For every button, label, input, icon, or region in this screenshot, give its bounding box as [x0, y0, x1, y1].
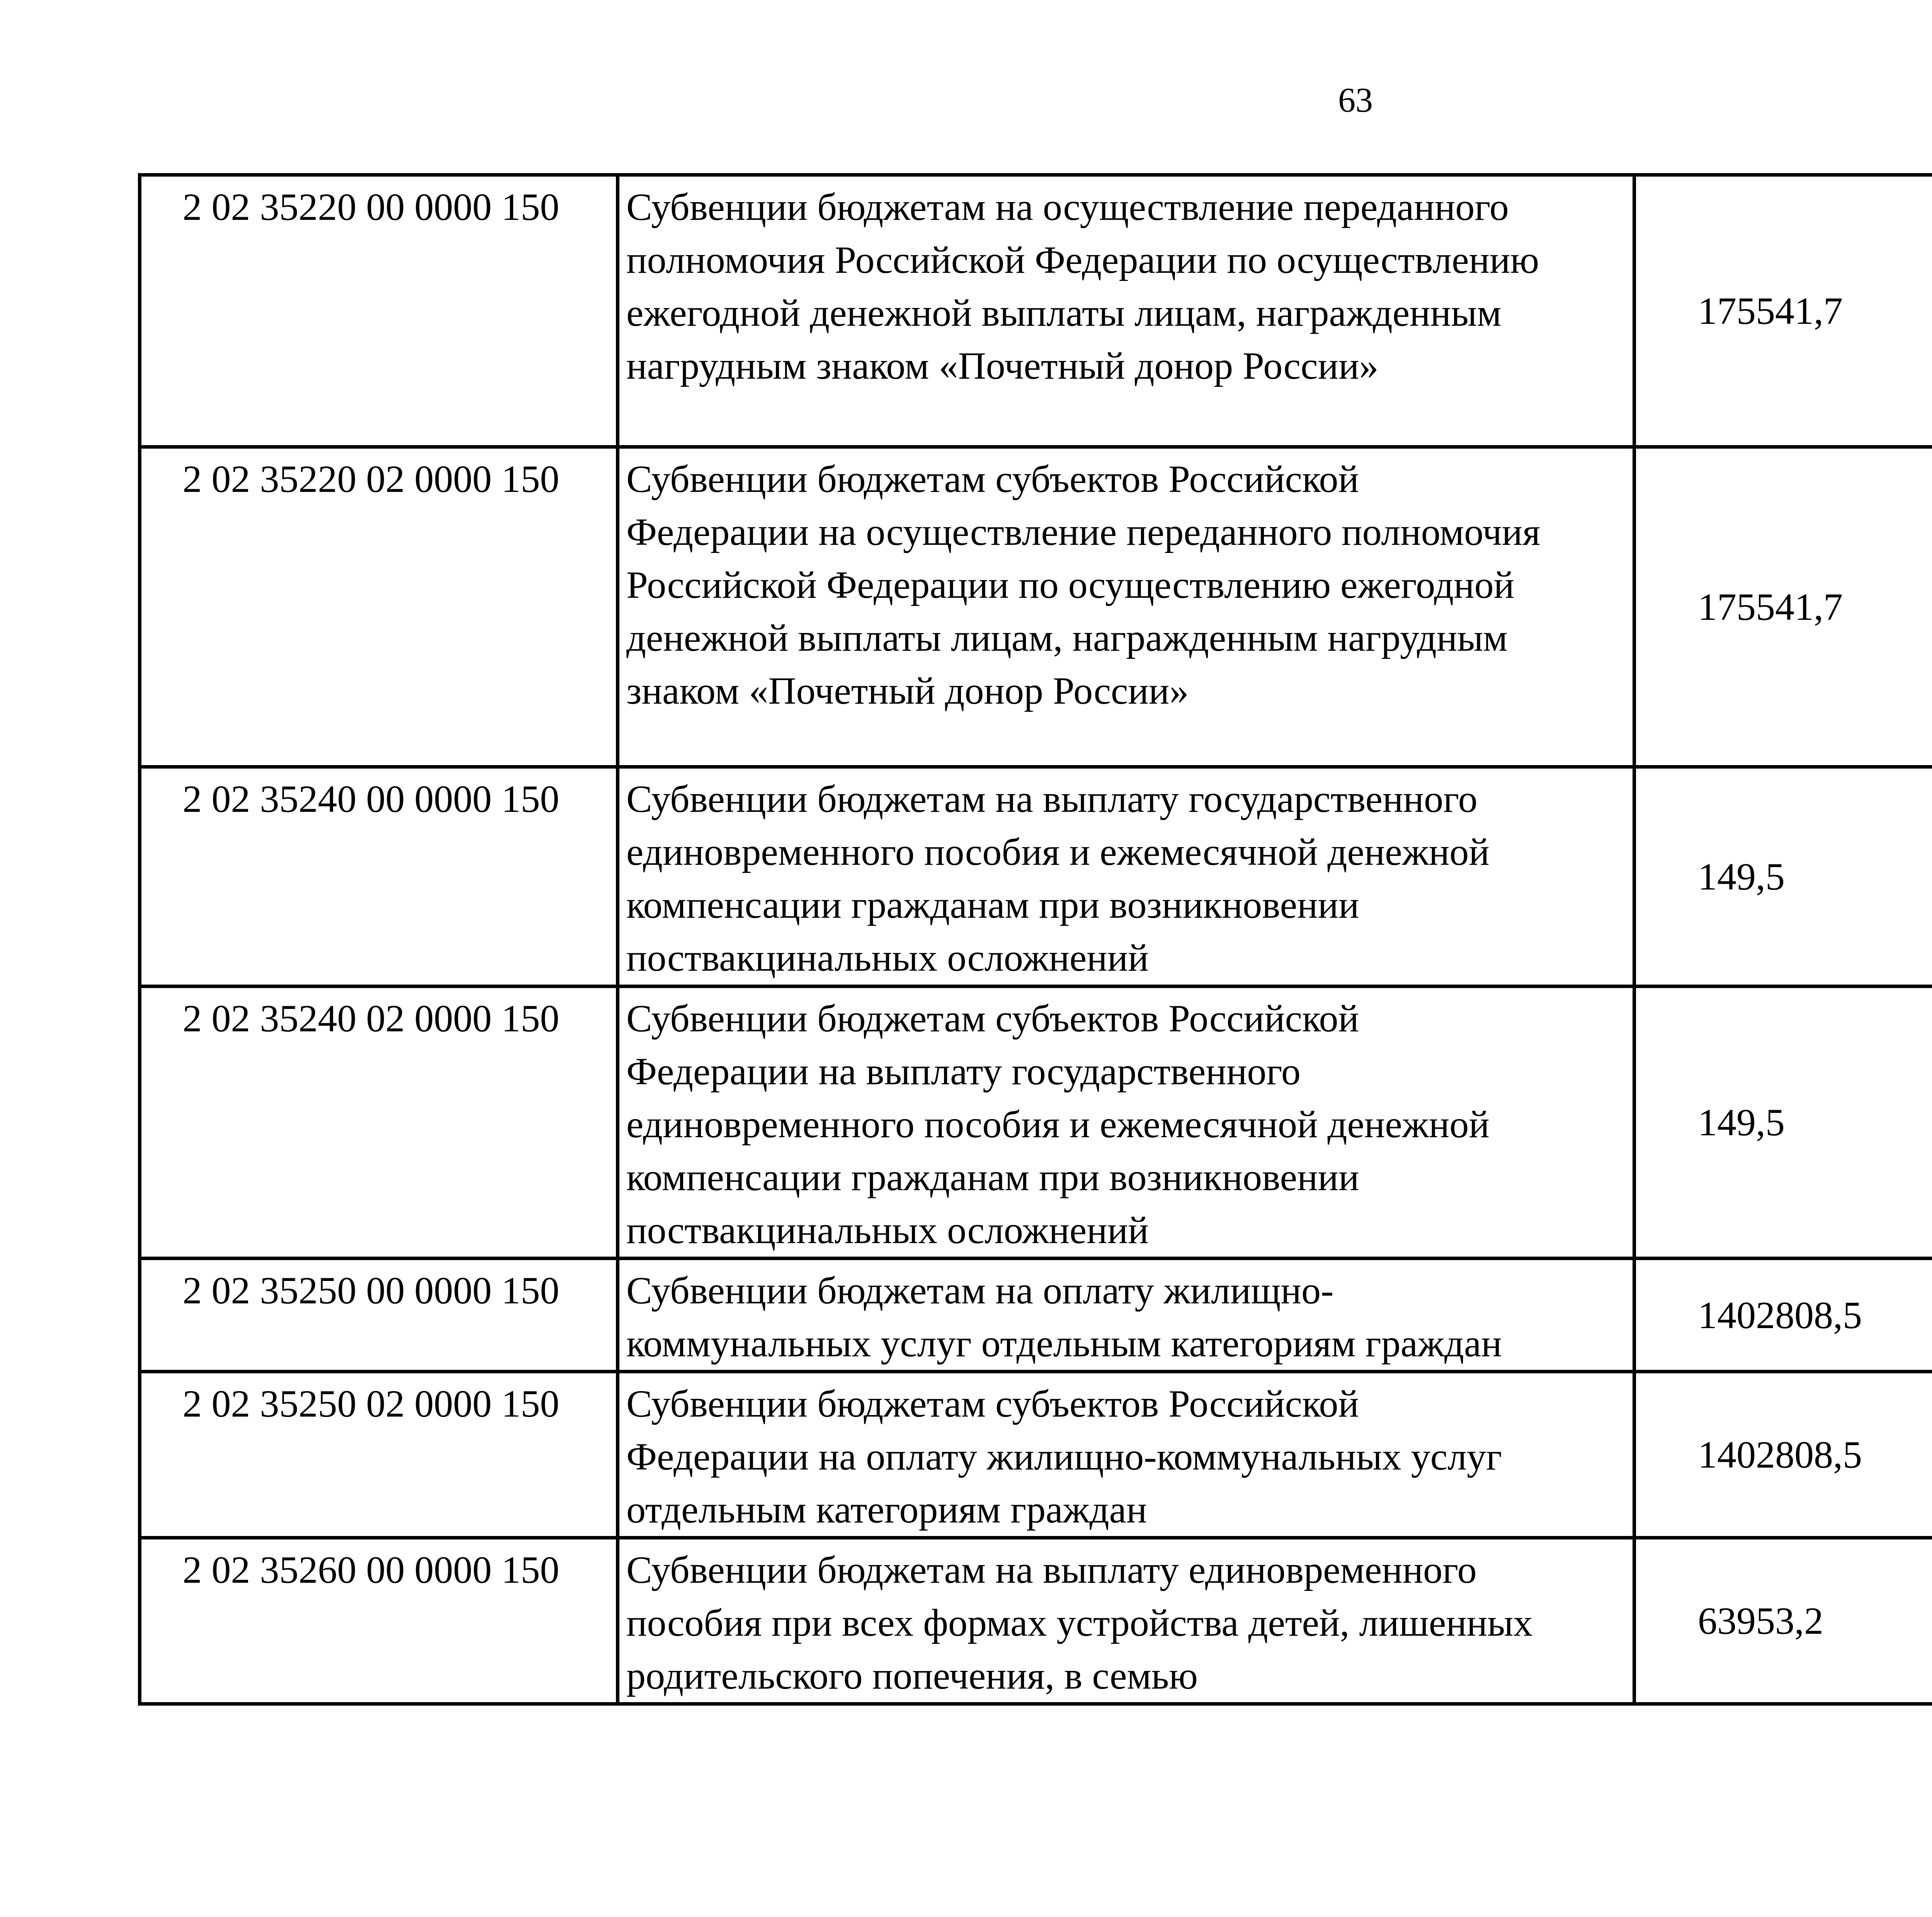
description-line: Субвенции бюджетам субъектов Российской [626, 997, 1359, 1040]
table-row [140, 447, 1932, 767]
code-cell: 2 02 35250 00 0000 150 [140, 1259, 618, 1372]
description-cell [618, 987, 1634, 1259]
table-row [140, 1259, 1932, 1372]
value-cell-1: 175541,7 [1634, 175, 1932, 447]
description-line: единовременного пособия и ежемесячной денежной [626, 1103, 1490, 1146]
description-line: компенсации гражданам при возникновении [626, 1156, 1359, 1199]
value-cell-1: 175541,7 [1634, 447, 1932, 767]
value-cell-1: 63953,2 [1634, 1538, 1932, 1704]
description-line: Субвенции бюджетам на выплату единовременного [626, 1548, 1477, 1591]
description-line: Субвенции бюджетам субъектов Российской [626, 1382, 1359, 1425]
value-cell-1: 1402808,5 [1634, 1259, 1932, 1372]
description-line: нагрудным знаком «Почетный донор России» [626, 344, 1379, 387]
description-line: поствакцинальных осложнений [626, 936, 1149, 979]
description-line: знаком «Почетный донор России» [626, 669, 1189, 712]
description-cell [618, 447, 1634, 767]
description-cell [618, 175, 1634, 447]
description-line: Российской Федерации по осуществлению ежегодной [626, 563, 1515, 606]
page-number: 63 [1338, 81, 1373, 119]
code-cell: 2 02 35220 02 0000 150 [140, 447, 618, 767]
description-line: родительского попечения, в семью [626, 1654, 1198, 1697]
value-cell-1: 149,5 [1634, 987, 1932, 1259]
value-cell-1: 1402808,5 [1634, 1372, 1932, 1538]
description-line: единовременного пособия и ежемесячной денежной [626, 830, 1490, 873]
description-line: Федерации на выплату государственного [626, 1050, 1301, 1093]
table-row [140, 987, 1932, 1259]
description-line: полномочия Российской Федерации по осуществлению [626, 238, 1539, 281]
table-row [140, 175, 1932, 447]
table-row [140, 1372, 1932, 1538]
code-cell: 2 02 35240 02 0000 150 [140, 987, 618, 1259]
description-line: Субвенции бюджетам на выплату государственного [626, 777, 1478, 820]
description-line: ежегодной денежной выплаты лицам, награжденным [626, 291, 1502, 334]
budget-table [138, 173, 1932, 1706]
code-cell: 2 02 35250 02 0000 150 [140, 1372, 618, 1538]
description-cell [618, 1538, 1634, 1704]
description-cell [618, 1372, 1634, 1538]
description-line: компенсации гражданам при возникновении [626, 883, 1359, 926]
description-line: Федерации на оплату жилищно-коммунальных услуг [626, 1435, 1502, 1478]
table-row [140, 1538, 1932, 1704]
description-line: Федерации на осуществление переданного полномочия [626, 510, 1541, 553]
description-cell [618, 767, 1634, 987]
description-line: коммунальных услуг отдельным категориям граждан [626, 1322, 1502, 1365]
description-line: Субвенции бюджетам на оплату жилищно- [626, 1269, 1334, 1312]
description-line: денежной выплаты лицам, награжденным нагрудным [626, 616, 1508, 659]
code-cell: 2 02 35260 00 0000 150 [140, 1538, 618, 1704]
description-line: отдельным категориям граждан [626, 1488, 1147, 1531]
code-cell: 2 02 35220 00 0000 150 [140, 175, 618, 447]
code-cell: 2 02 35240 00 0000 150 [140, 767, 618, 987]
description-line: Субвенции бюджетам на осуществление переданного [626, 185, 1509, 228]
table-row [140, 767, 1932, 987]
description-line: Субвенции бюджетам субъектов Российской [626, 458, 1359, 500]
description-line: поствакцинальных осложнений [626, 1209, 1149, 1252]
description-line: пособия при всех формах устройства детей, лишенных [626, 1601, 1533, 1644]
value-cell-1: 149,5 [1634, 767, 1932, 987]
description-cell [618, 1259, 1634, 1372]
